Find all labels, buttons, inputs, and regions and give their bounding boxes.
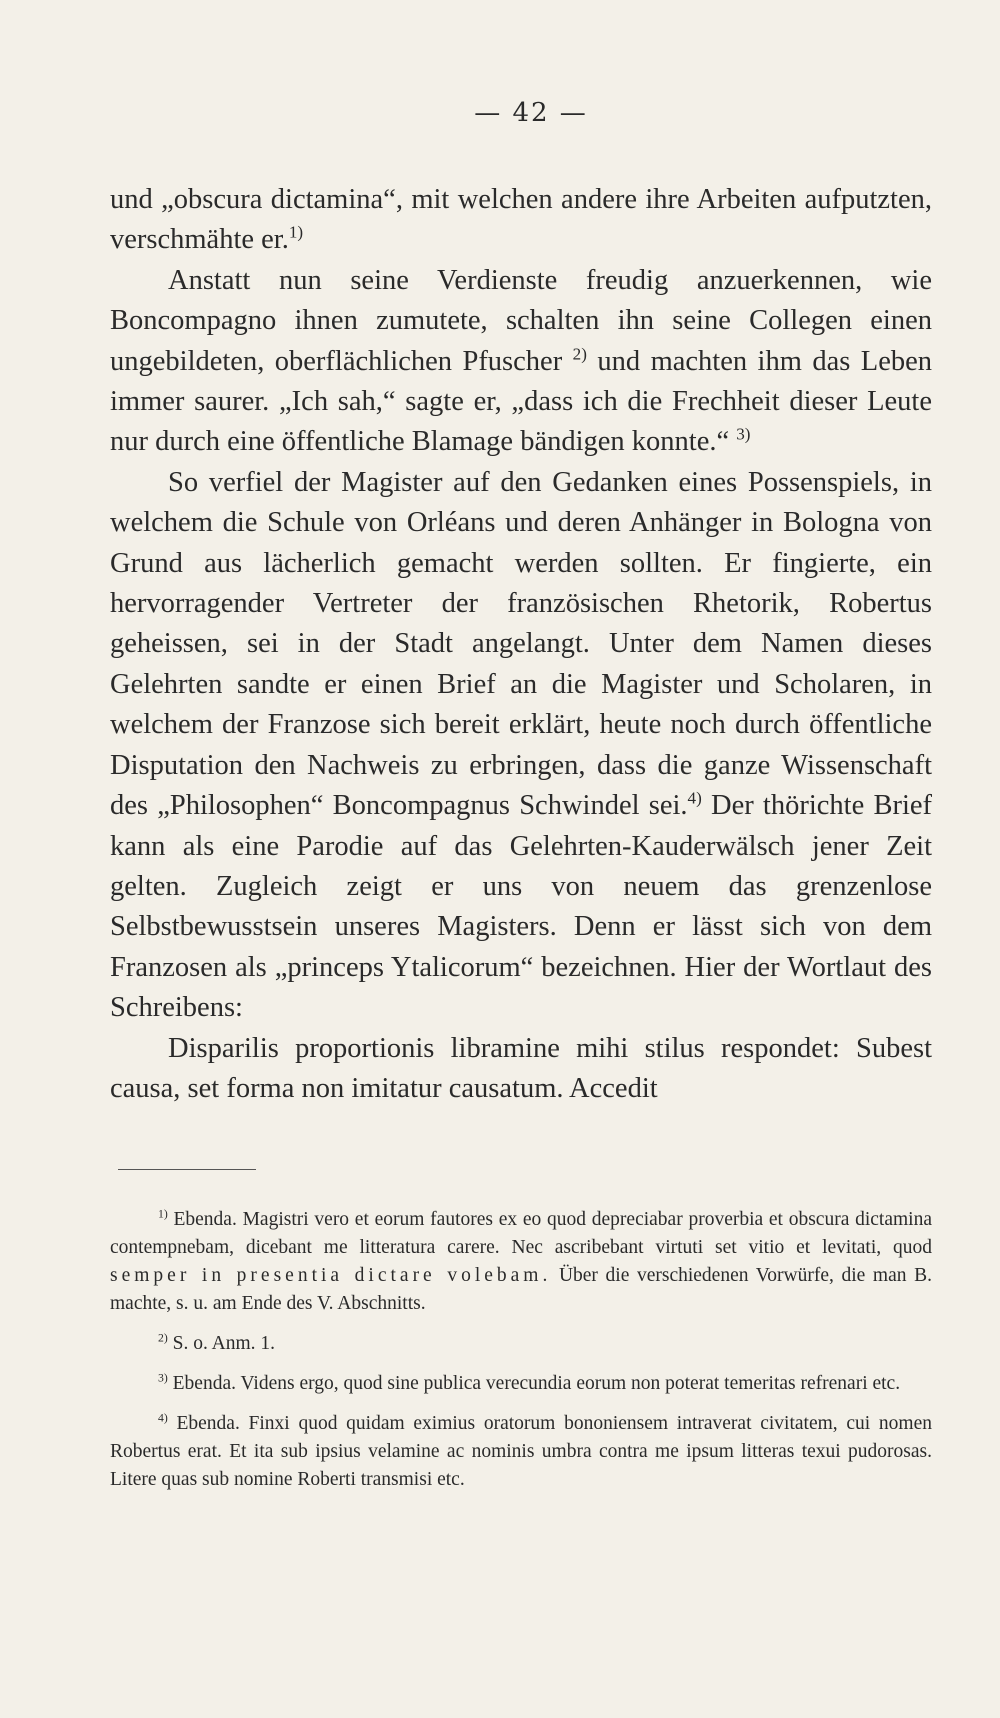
footnote	[110, 1370, 932, 1398]
text-run: und machten ihm das Leben immer saurer. „Ich sah,“ sagte er, „dass ich die Frechheit dieser Leute nur durch eine öffentliche Blamage bändigen konnte.“	[110, 345, 932, 458]
body-text	[110, 180, 932, 1109]
paragraph	[110, 463, 932, 1029]
footnote	[110, 1206, 932, 1318]
footnote	[110, 1410, 932, 1494]
page-number: — 42 —	[474, 98, 588, 128]
footnote-marker: 2)	[158, 1331, 168, 1345]
text-run: Ebenda. Finxi quod quidam eximius oratorum bononiensem intraverat civitatem, cui nomen Robertus erat. Et ita sub ipsius velamine ac nominis umbra contra me ipsum litteras texui pudorosas. Litere quas sub nomine Roberti transmisi etc.	[110, 1413, 932, 1491]
text-run: und „obscura dictamina“, mit welchen andere ihre Arbeiten aufputzten, verschmähte er.	[110, 184, 932, 256]
footnote-marker: 2)	[572, 344, 587, 364]
footnote-marker: 3)	[158, 1371, 168, 1385]
footnote-divider	[118, 1169, 256, 1170]
text-run: Der thörichte Brief kann als eine Parodie auf das Gelehrten-Kauderwälsch jener Zeit gelten. Zugleich zeigt er uns von neuem das grenzenlose Selbstbewusstsein unseres Magisters. Denn er lässt sich von dem Franzosen als „princeps Ytalicorum“ bezeichnen. Hier der Wortlaut des Schreibens:	[110, 790, 932, 1024]
text-run: Ebenda. Videns ergo, quod sine publica verecundia eorum non poterat temeritas refrenari etc.	[167, 1373, 901, 1395]
text-run: Ebenda. Magistri vero et eorum fautores ex eo quod depreciabar proverbia et obscura dictamina contempnebam, dicebant me litteratura carere. Nec ascribebant virtuti set vitio et levitati, quod	[110, 1209, 932, 1259]
text-run: Disparilis proportionis libramine mihi stilus respondet: Subest causa, set forma non imitatur causatum. Accedit	[110, 1032, 932, 1104]
paragraph	[110, 180, 932, 261]
text-run: So verfiel der Magister auf den Gedanken eines Possenspiels, in welchem die Schule von Orléans und deren Anhänger in Bologna von Grund aus lächerlich gemacht werden sollten. Er fingierte, ein hervorragender Vertreter der französischen Rhetorik, Robertus geheissen, sei in der Stadt angelangt. Unter dem Namen dieses Gelehrten sandte er einen Brief an die Magister und Scholaren, in welchem der Franzose sich bereit erklärt, heute noch durch öffentliche Disputation den Nachweis zu erbringen, dass die ganze Wissenschaft des „Philosophen“ Boncompagnus Schwindel sei.	[110, 466, 932, 822]
footnote-marker: 1)	[158, 1207, 168, 1221]
footnote-marker: 1)	[288, 222, 304, 242]
text-run: Über die verschiedenen Vorwürfe, die man B. machte, s. u. am Ende des V. Abschnitts.	[110, 1265, 932, 1315]
paragraph	[110, 1029, 932, 1110]
text-run: Anstatt nun seine Verdienste freudig anzuerkennen, wie Boncompagno ihnen zumutete, schalten ihn seine Collegen einen ungebildeten, oberflächlichen Pfuscher	[110, 264, 932, 377]
footnote-marker: 4)	[158, 1411, 168, 1425]
spaced-text: semper in presentia dictare volebam.	[110, 1265, 552, 1287]
footnote	[110, 1330, 932, 1358]
footnotes	[110, 1206, 932, 1494]
footnote-marker: 3)	[736, 424, 751, 444]
footnote-marker: 4)	[687, 788, 702, 808]
text-run: S. o. Anm. 1.	[167, 1333, 276, 1355]
paragraph	[110, 261, 932, 463]
